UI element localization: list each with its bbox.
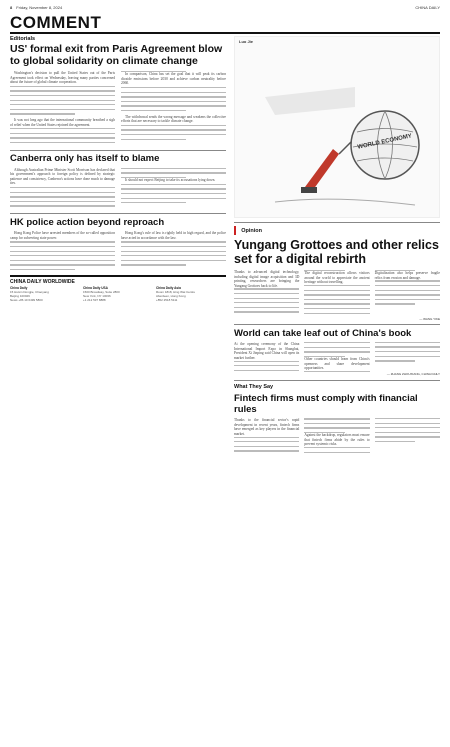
editorial-cartoon xyxy=(234,36,440,218)
issue-date: Friday, November 8, 2024 xyxy=(16,5,63,10)
paragraph: It should not expect Beijing to take its accusations lying down. xyxy=(125,178,216,183)
opinion-body xyxy=(234,270,440,316)
text-filler xyxy=(121,87,226,111)
what-they-say-label-text: What They Say xyxy=(234,384,274,391)
colophon-line: Beijing 100029 xyxy=(10,293,30,298)
opinion-label xyxy=(234,222,440,235)
text-filler xyxy=(10,86,115,115)
colophon-line: 1500 Broadway, Suite 2800 xyxy=(83,290,120,295)
text-filler xyxy=(375,280,440,304)
section-title: COMMENT xyxy=(10,13,102,32)
paragraph: Thanks to the financial sector's rapid development in recent years, fintech firms have emerged as key players in the financial market. xyxy=(234,418,300,436)
globe-text: WORLD ECONOMY xyxy=(357,133,413,151)
divider xyxy=(10,213,226,214)
editorials-column xyxy=(10,36,226,302)
colophon-line: 15 Huixin Dongjie, Chaoyang xyxy=(10,290,49,295)
colophon-entry xyxy=(10,287,80,302)
colophon-line: +1 212 537 8888 xyxy=(83,297,106,302)
colophon-line: News +86 10 6499 5800 xyxy=(10,297,43,302)
paragraph: In comparison, China has set the goal that it will peak its carbon dioxide emissions before 2030 and achieve carbon neutrality before 2060. xyxy=(121,72,226,86)
paragraph: Hong Kong Police have arrested members of the so-called opposition camp for subverting state power. xyxy=(10,231,115,240)
paragraph: The digital reconstruction allows visitors around the world to appreciate the ancient heritage without travelling. xyxy=(304,271,370,285)
editorial-lead-headline[interactable]: US' formal exit from Paris Agreement blow to global solidarity on climate change xyxy=(10,43,223,67)
colophon-entry xyxy=(156,287,226,302)
opinion-byline: — WANG YIKE xyxy=(419,316,440,321)
colophon-heading: China Daily USA xyxy=(83,286,108,291)
accent-bar xyxy=(234,226,236,235)
paragraph: Digitalization also helps preserve fragile relics from erosion and damage. xyxy=(374,271,440,280)
colophon-entry xyxy=(83,287,153,302)
illustrator-credit: Luo Jie xyxy=(239,39,254,44)
paragraph: Although Australian Prime Minister Scott Morrison has declared that his government's approach to foreign policy is defined by strategic patience and consistency, Canberra's actions have done much to damage ties. xyxy=(10,167,115,186)
text-filler xyxy=(10,241,115,270)
paragraph: It was not long ago that the international community breathed a sigh of relief when the United States rejoined the agreement. xyxy=(10,117,115,127)
paragraph: Thanks to advanced digital technology, including digital image acquisition and 3D printing, researchers are bringing the Yungang Grottoes back to life. xyxy=(234,270,300,288)
colophon-title: CHINA DAILY WORLDWIDE xyxy=(10,279,75,286)
world-body xyxy=(234,342,440,371)
colophon xyxy=(10,275,226,302)
fintech-headline[interactable]: Fintech firms must comply with financial rules xyxy=(234,393,418,415)
paragraph: Hong Kong's rule of law is rightly held in high regard, and the police have acted in accordance with the law. xyxy=(121,231,226,240)
editorial-lead-body xyxy=(10,71,226,147)
paragraph: Against the backdrop, regulators must ensure that fintech firms abide by the rules to prevent systemic risks. xyxy=(304,433,370,447)
colophon-line: +852 2518 5111 xyxy=(156,297,178,302)
colophon-line: New York, NY 10036 xyxy=(83,293,111,298)
world-headline[interactable]: World can take leaf out of China's book xyxy=(234,327,412,339)
colophon-line: Aberdeen, Hong Kong xyxy=(156,293,186,298)
editorial-second-headline[interactable]: Canberra only has itself to blame xyxy=(10,153,160,165)
publication-name: CHINA DAILY xyxy=(415,5,440,10)
opinion-column xyxy=(234,36,440,452)
editorial-third-headline[interactable]: HK police action beyond reproach xyxy=(10,216,165,228)
text-filler xyxy=(121,125,226,140)
divider xyxy=(10,150,226,151)
fintech-body xyxy=(234,418,440,452)
text-filler xyxy=(121,241,226,265)
opinion-headline[interactable]: Yungang Grottoes and other relics set for a digital rebirth xyxy=(234,238,439,266)
globe-illustration xyxy=(235,37,440,218)
editorial-second-body xyxy=(10,168,226,210)
paragraph: The withdrawal sends the wrong message and weakens the collective efforts that are necessary to tackle climate change. xyxy=(121,114,226,124)
masthead-bar xyxy=(10,5,440,13)
section-divider xyxy=(10,32,440,34)
editorial-third-body xyxy=(10,231,226,271)
paragraph: Other countries should learn from China's openness and share development opportunities. xyxy=(304,357,370,371)
world-byline: — ZHANG ZHOUXIANG, CHINA DAILY xyxy=(386,372,440,377)
editorials-kicker: Editorials xyxy=(10,36,36,42)
colophon-line: Room 1818, Hing Wai Centre xyxy=(156,290,196,295)
paragraph: At the opening ceremony of the China International Import Expo in Shanghai, President Xi Jinping said China will open its market further. xyxy=(234,342,300,360)
page-number: 8 xyxy=(10,5,13,10)
colophon-heading: China Daily Asia xyxy=(156,286,181,291)
colophon-heading: China Daily xyxy=(10,286,28,291)
what-they-say-label xyxy=(234,380,440,390)
paragraph: Washington's decision to pull the United States out of the Paris Agreement took effect on Wednesday, leaving many parties concerned about the future of global climate cooperation. xyxy=(10,71,115,85)
colophon-grid xyxy=(10,287,226,302)
opinion-label-text: Opinion xyxy=(241,227,262,234)
divider xyxy=(234,324,440,325)
text-filler xyxy=(121,184,226,204)
